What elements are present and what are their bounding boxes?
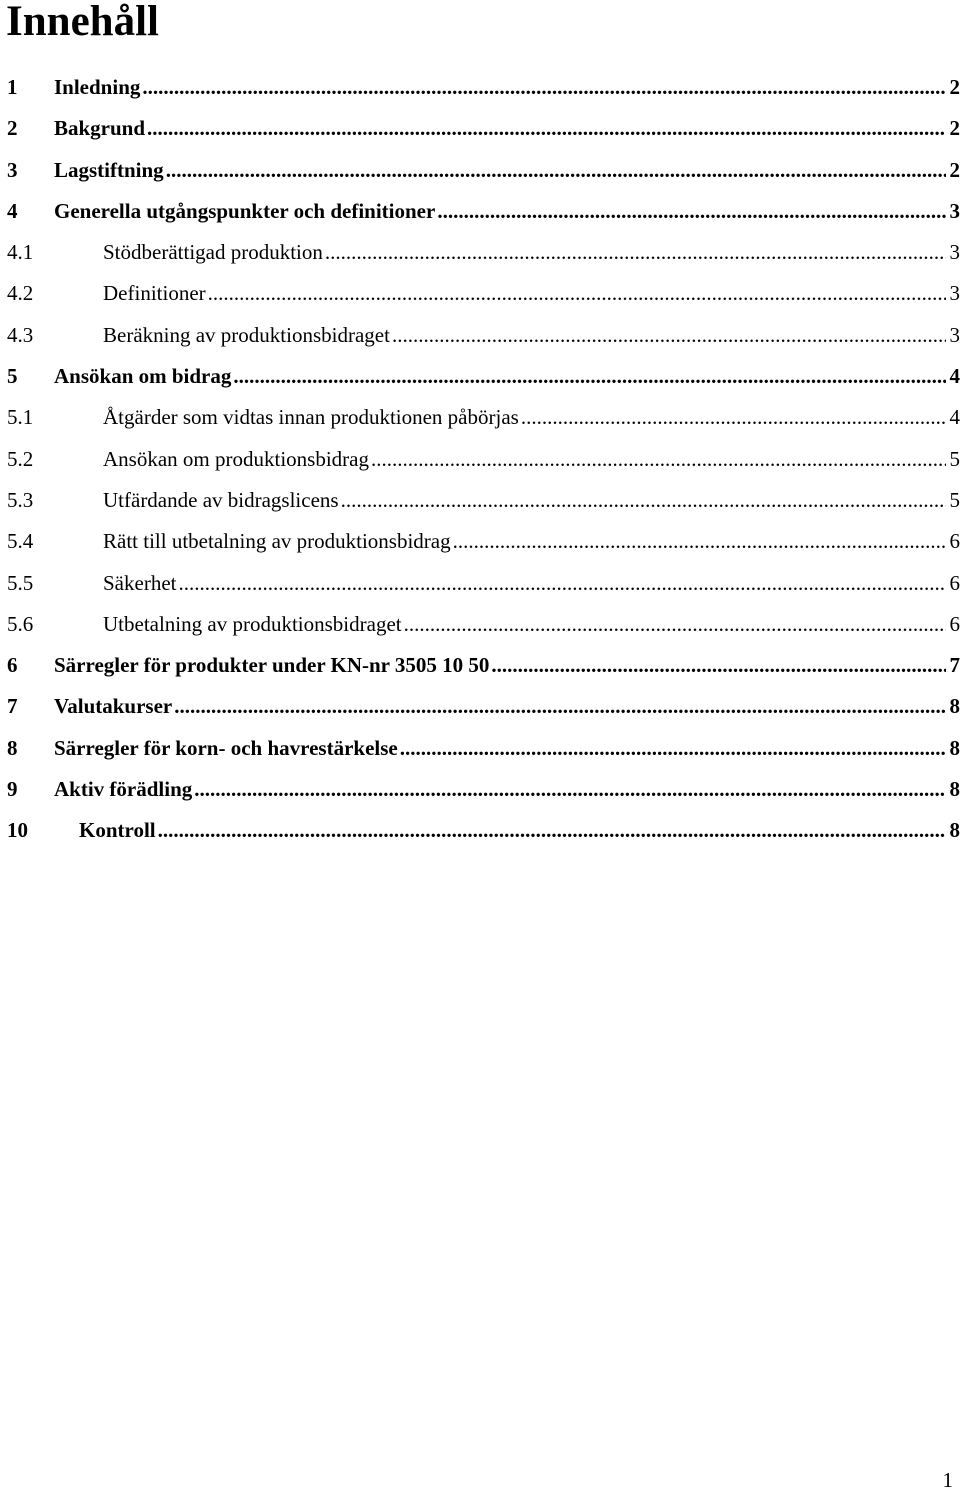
toc-leader-dots (206, 273, 946, 314)
toc-leader-dots (323, 232, 946, 273)
toc-entry-7[interactable] (0, 686, 960, 727)
toc-entry-title: Rätt till utbetalning av produktionsbidrag (103, 529, 451, 554)
toc-entry-4-3[interactable] (0, 315, 960, 356)
toc-entry-page: 8 (949, 694, 960, 719)
toc-leader-dots (402, 604, 946, 645)
toc-leader-dots (451, 521, 946, 562)
toc-entry-6[interactable] (0, 645, 960, 686)
toc-entry-title: Aktiv förädling (54, 777, 193, 802)
toc-entry-number: 5.6 (7, 611, 34, 636)
toc-entry-page: 5 (949, 446, 960, 471)
toc-entry-number: 6 (7, 653, 18, 678)
toc-leader-dots (231, 356, 946, 397)
toc-entry-5-3[interactable] (0, 480, 960, 521)
toc-entry-number: 5.2 (7, 446, 34, 471)
toc-entry-page: 8 (949, 735, 960, 760)
toc-entry-number: 4.1 (7, 240, 34, 265)
toc-leader-dots (172, 686, 946, 727)
toc-entry-1[interactable] (0, 67, 960, 108)
toc-leader-dots (398, 728, 946, 769)
toc-entry-number: 10 (7, 818, 28, 843)
toc-leader-dots (390, 315, 946, 356)
toc-entry-page: 8 (949, 777, 960, 802)
toc-entry-number: 1 (7, 75, 18, 99)
toc-entry-number: 4 (7, 198, 18, 223)
toc-entry-title: Inledning (54, 75, 141, 99)
toc-entry-title: Lagstiftning (54, 157, 164, 182)
toc-entry-title: Valutakurser (54, 694, 173, 719)
toc-entry-page: 8 (949, 818, 960, 843)
toc-leader-dots (339, 480, 946, 521)
toc-entry-8[interactable] (0, 728, 960, 769)
toc-entry-5[interactable] (0, 356, 960, 397)
toc-entry-page: 4 (949, 364, 960, 389)
toc-entry-title: Bakgrund (54, 116, 146, 141)
toc-entry-title: Generella utgångspunkter och definitioner (54, 198, 436, 223)
toc-entry-title: Utbetalning av produktionsbidraget (103, 611, 402, 636)
toc-entry-9[interactable] (0, 769, 960, 810)
toc-entry-page: 2 (949, 75, 960, 99)
toc-leader-dots (156, 810, 946, 851)
toc-leader-dots (192, 769, 946, 810)
toc-entry-title: Särregler för korn- och havrestärkelse (54, 735, 398, 760)
toc-entry-page: 6 (949, 611, 960, 636)
toc-entry-title: Säkerhet (103, 570, 177, 595)
toc-leader-dots (145, 108, 946, 149)
toc-entry-page: 3 (949, 322, 960, 347)
toc-entry-number: 3 (7, 157, 18, 182)
toc-entry-4[interactable] (0, 191, 960, 232)
toc-entry-number: 5.4 (7, 529, 34, 554)
toc-entry-10[interactable] (0, 810, 960, 851)
toc-entry-5-6[interactable] (0, 604, 960, 645)
toc-entry-page: 2 (949, 157, 960, 182)
toc-leader-dots (435, 191, 946, 232)
toc-entry-5-5[interactable] (0, 563, 960, 604)
toc-entry-title: Ansökan om bidrag (54, 364, 232, 389)
table-of-contents (0, 67, 960, 852)
toc-entry-number: 5.3 (7, 487, 34, 512)
toc-entry-title: Utfärdande av bidragslicens (103, 487, 339, 512)
toc-entry-title: Kontroll (79, 818, 156, 843)
toc-entry-page: 6 (949, 529, 960, 554)
toc-entry-page: 2 (949, 116, 960, 141)
toc-entry-title: Definitioner (103, 281, 206, 306)
page-title: Innehåll (6, 0, 159, 45)
toc-leader-dots (176, 563, 946, 604)
toc-entry-page: 7 (949, 653, 960, 678)
toc-leader-dots (140, 67, 946, 108)
toc-entry-page: 4 (949, 405, 960, 430)
toc-entry-page: 3 (949, 240, 960, 265)
toc-leader-dots (519, 397, 946, 438)
toc-entry-title: Ansökan om produktionsbidrag (103, 446, 369, 471)
toc-entry-title: Stödberättigad produktion (103, 240, 323, 265)
toc-leader-dots (489, 645, 946, 686)
toc-entry-number: 8 (7, 735, 18, 760)
toc-entry-number: 5.5 (7, 570, 34, 595)
toc-entry-page: 3 (949, 281, 960, 306)
toc-entry-5-2[interactable] (0, 439, 960, 480)
toc-entry-page: 6 (949, 570, 960, 595)
toc-entry-number: 5 (7, 364, 18, 389)
toc-entry-number: 5.1 (7, 405, 34, 430)
toc-entry-5-1[interactable] (0, 397, 960, 438)
toc-entry-4-2[interactable] (0, 273, 960, 314)
toc-entry-title: Beräkning av produktionsbidraget (103, 322, 390, 347)
toc-entry-number: 4.2 (7, 281, 34, 306)
toc-entry-number: 9 (7, 777, 18, 802)
toc-entry-5-4[interactable] (0, 521, 960, 562)
page-number: 1 (942, 1468, 953, 1492)
toc-entry-title: Åtgärder som vidtas innan produktionen påbörjas (103, 405, 519, 430)
toc-entry-number: 2 (7, 116, 18, 141)
toc-entry-3[interactable] (0, 150, 960, 191)
toc-leader-dots (164, 150, 946, 191)
toc-entry-title: Särregler för produkter under KN-nr 3505 10 50 (54, 653, 490, 678)
toc-entry-4-1[interactable] (0, 232, 960, 273)
toc-leader-dots (369, 439, 946, 480)
toc-entry-2[interactable] (0, 108, 960, 149)
toc-entry-page: 3 (949, 198, 960, 223)
toc-entry-page: 5 (949, 487, 960, 512)
toc-entry-number: 7 (7, 694, 18, 719)
toc-entry-number: 4.3 (7, 322, 34, 347)
